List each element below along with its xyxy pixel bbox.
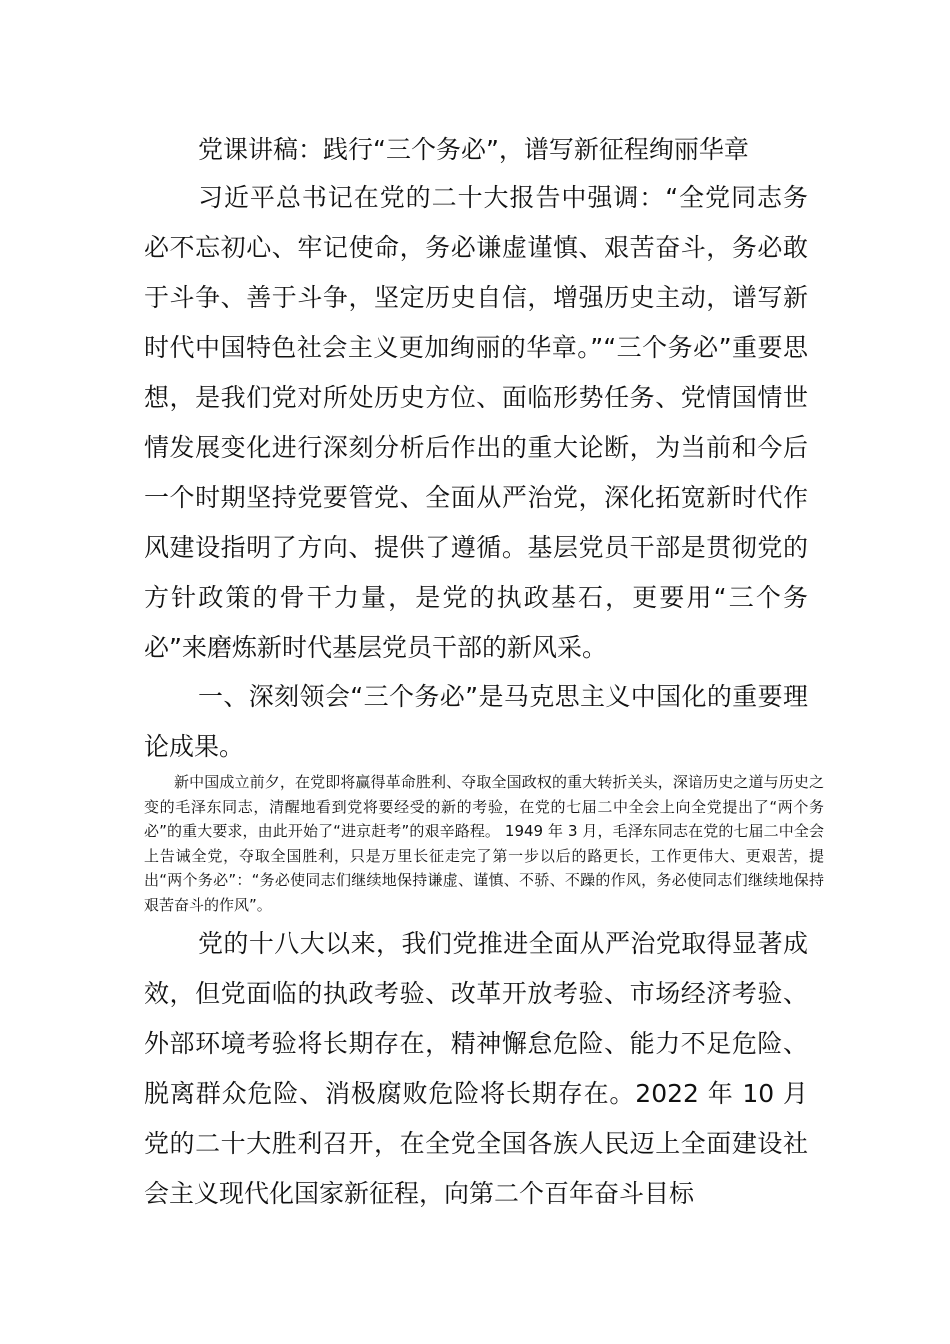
section-heading-1: 一、深刻领会“三个务必”是马克思主义中国化的重要理论成果。 bbox=[144, 682, 808, 761]
document-title: 党课讲稿：践行“三个务必”，谱写新征程绚丽华章 bbox=[198, 135, 749, 164]
body-paragraph-2: 党的十八大以来，我们党推进全面从严治党取得显著成效，但党面临的执政考验、改革开放考验、市场经济考验、外部环境考验将长期存在，精神懈怠危险、能力不足危险、脱离群众危险、消极腐败危险将长期存在。2022 年 10 月党的二十大胜利召开，在全党全国各族人民迈上全面建设社会主义现代化国家新征程，向第二个百年奋斗目标 bbox=[144, 929, 808, 1208]
body-paragraph-1: 习近平总书记在党的二十大报告中强调：“全党同志务必不忘初心、牢记使命，务必谦虚谨慎、艰苦奋斗，务必敢于斗争、善于斗争，坚定历史自信，增强历史主动，谱写新时代中国特色社会主义更加绚丽的华章。”“三个务必”重要思想，是我们党对所处历史方位、面临形势任务、党情国情世情发展变化进行深刻分析后作出的重大论断，为当前和今后一个时期坚持党要管党、全面从严治党，深化拓宽新时代作风建设指明了方向、提供了遵循。基层党员干部是贯彻党的方针政策的骨干力量，是党的执政基石，更要用“三个务必”来磨炼新时代基层党员干部的新风采。 bbox=[144, 183, 808, 662]
small-print-paragraph: 新中国成立前夕，在党即将赢得革命胜利、夺取全国政权的重大转折关头，深谙历史之道与历史之变的毛泽东同志，清醒地看到党将要经受的新的考验，在党的七届二中全会上向全党提出了“两个务必”的重大要求，由此开始了“进京赶考”的艰辛路程。 1949 年 3 月，毛泽东同志在党的七届二中全会上告诫全党，夺取全国胜利，只是万里长征走完了第一步以后的路更长，工作更伟大、更艰苦，提出“两个务必”：“务必使同志们继续地保持谦虚、谨慎、不骄、不躁的作风，务必使同志们继续地保持艰苦奋斗的作风”。 bbox=[144, 773, 824, 914]
